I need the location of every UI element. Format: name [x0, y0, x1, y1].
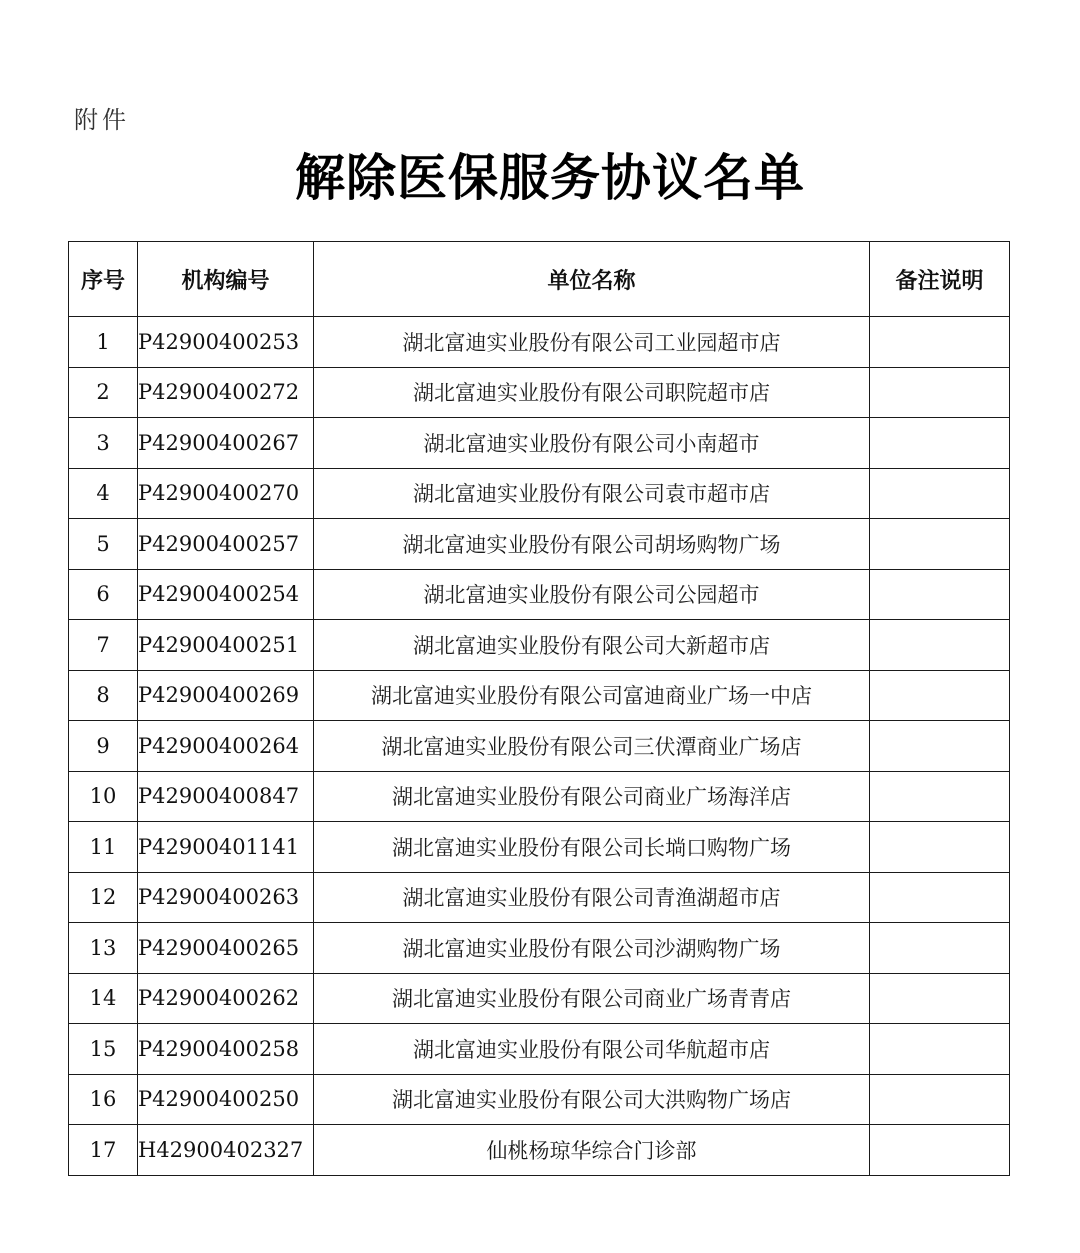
column-header-unit: 单位名称	[314, 242, 870, 317]
row-unit: 湖北富迪实业股份有限公司华航超市店	[314, 1024, 870, 1075]
table-row	[69, 519, 1010, 570]
row-note	[870, 670, 1010, 721]
row-unit: 湖北富迪实业股份有限公司工业园超市店	[314, 317, 870, 368]
row-code: H42900402327	[138, 1125, 314, 1176]
table-row	[69, 771, 1010, 822]
row-code: P42900400272	[138, 367, 314, 418]
table-row	[69, 1024, 1010, 1075]
row-seq: 7	[69, 620, 138, 671]
row-code: P42900400253	[138, 317, 314, 368]
table-row	[69, 620, 1010, 671]
row-unit: 湖北富迪实业股份有限公司职院超市店	[314, 367, 870, 418]
column-header-code: 机构编号	[138, 242, 314, 317]
table-row	[69, 1074, 1010, 1125]
table-row	[69, 721, 1010, 772]
row-unit: 湖北富迪实业股份有限公司大新超市店	[314, 620, 870, 671]
row-code: P42900400270	[138, 468, 314, 519]
row-note	[870, 771, 1010, 822]
table-row	[69, 822, 1010, 873]
row-note	[870, 1024, 1010, 1075]
row-seq: 17	[69, 1125, 138, 1176]
row-note	[870, 872, 1010, 923]
row-seq: 10	[69, 771, 138, 822]
row-unit: 湖北富迪实业股份有限公司商业广场海洋店	[314, 771, 870, 822]
row-code: P42900400254	[138, 569, 314, 620]
row-note	[870, 367, 1010, 418]
row-unit: 湖北富迪实业股份有限公司沙湖购物广场	[314, 923, 870, 974]
row-seq: 4	[69, 468, 138, 519]
row-code: P42900401141	[138, 822, 314, 873]
table-row	[69, 317, 1010, 368]
row-code: P42900400263	[138, 872, 314, 923]
row-seq: 6	[69, 569, 138, 620]
row-code: P42900400251	[138, 620, 314, 671]
row-code: P42900400267	[138, 418, 314, 469]
row-seq: 8	[69, 670, 138, 721]
column-header-seq: 序号	[69, 242, 138, 317]
row-unit: 湖北富迪实业股份有限公司商业广场青青店	[314, 973, 870, 1024]
row-code: P42900400262	[138, 973, 314, 1024]
row-unit: 湖北富迪实业股份有限公司富迪商业广场一中店	[314, 670, 870, 721]
table-row	[69, 1125, 1010, 1176]
row-seq: 15	[69, 1024, 138, 1075]
attachment-label: 附件	[74, 106, 130, 134]
row-unit: 湖北富迪实业股份有限公司三伏潭商业广场店	[314, 721, 870, 772]
row-note	[870, 569, 1010, 620]
row-note	[870, 721, 1010, 772]
row-unit: 湖北富迪实业股份有限公司胡场购物广场	[314, 519, 870, 570]
row-seq: 5	[69, 519, 138, 570]
table-row	[69, 872, 1010, 923]
table-header-row	[69, 242, 1010, 317]
row-note	[870, 1074, 1010, 1125]
table-row	[69, 923, 1010, 974]
document-title: 解除医保服务协议名单	[295, 148, 805, 207]
row-note	[870, 468, 1010, 519]
row-code: P42900400257	[138, 519, 314, 570]
row-seq: 16	[69, 1074, 138, 1125]
row-unit: 湖北富迪实业股份有限公司小南超市	[314, 418, 870, 469]
row-code: P42900400250	[138, 1074, 314, 1125]
table-row	[69, 973, 1010, 1024]
row-code: P42900400269	[138, 670, 314, 721]
row-seq: 3	[69, 418, 138, 469]
row-code: P42900400847	[138, 771, 314, 822]
row-note	[870, 923, 1010, 974]
row-seq: 13	[69, 923, 138, 974]
termination-list-table	[68, 241, 1010, 1176]
row-note	[870, 317, 1010, 368]
row-note	[870, 519, 1010, 570]
row-code: P42900400264	[138, 721, 314, 772]
row-note	[870, 973, 1010, 1024]
row-code: P42900400258	[138, 1024, 314, 1075]
table-body	[69, 317, 1010, 1176]
column-header-note: 备注说明	[870, 242, 1010, 317]
row-note	[870, 418, 1010, 469]
row-seq: 1	[69, 317, 138, 368]
table-row	[69, 367, 1010, 418]
table-row	[69, 569, 1010, 620]
table-row	[69, 418, 1010, 469]
row-unit: 湖北富迪实业股份有限公司青渔湖超市店	[314, 872, 870, 923]
row-unit: 湖北富迪实业股份有限公司公园超市	[314, 569, 870, 620]
row-note	[870, 1125, 1010, 1176]
row-note	[870, 620, 1010, 671]
row-note	[870, 822, 1010, 873]
row-seq: 2	[69, 367, 138, 418]
row-code: P42900400265	[138, 923, 314, 974]
row-seq: 12	[69, 872, 138, 923]
row-seq: 14	[69, 973, 138, 1024]
row-unit: 湖北富迪实业股份有限公司袁市超市店	[314, 468, 870, 519]
row-unit: 湖北富迪实业股份有限公司大洪购物广场店	[314, 1074, 870, 1125]
row-unit: 湖北富迪实业股份有限公司长埫口购物广场	[314, 822, 870, 873]
table-row	[69, 468, 1010, 519]
table-row	[69, 670, 1010, 721]
row-unit: 仙桃杨琼华综合门诊部	[314, 1125, 870, 1176]
row-seq: 9	[69, 721, 138, 772]
row-seq: 11	[69, 822, 138, 873]
